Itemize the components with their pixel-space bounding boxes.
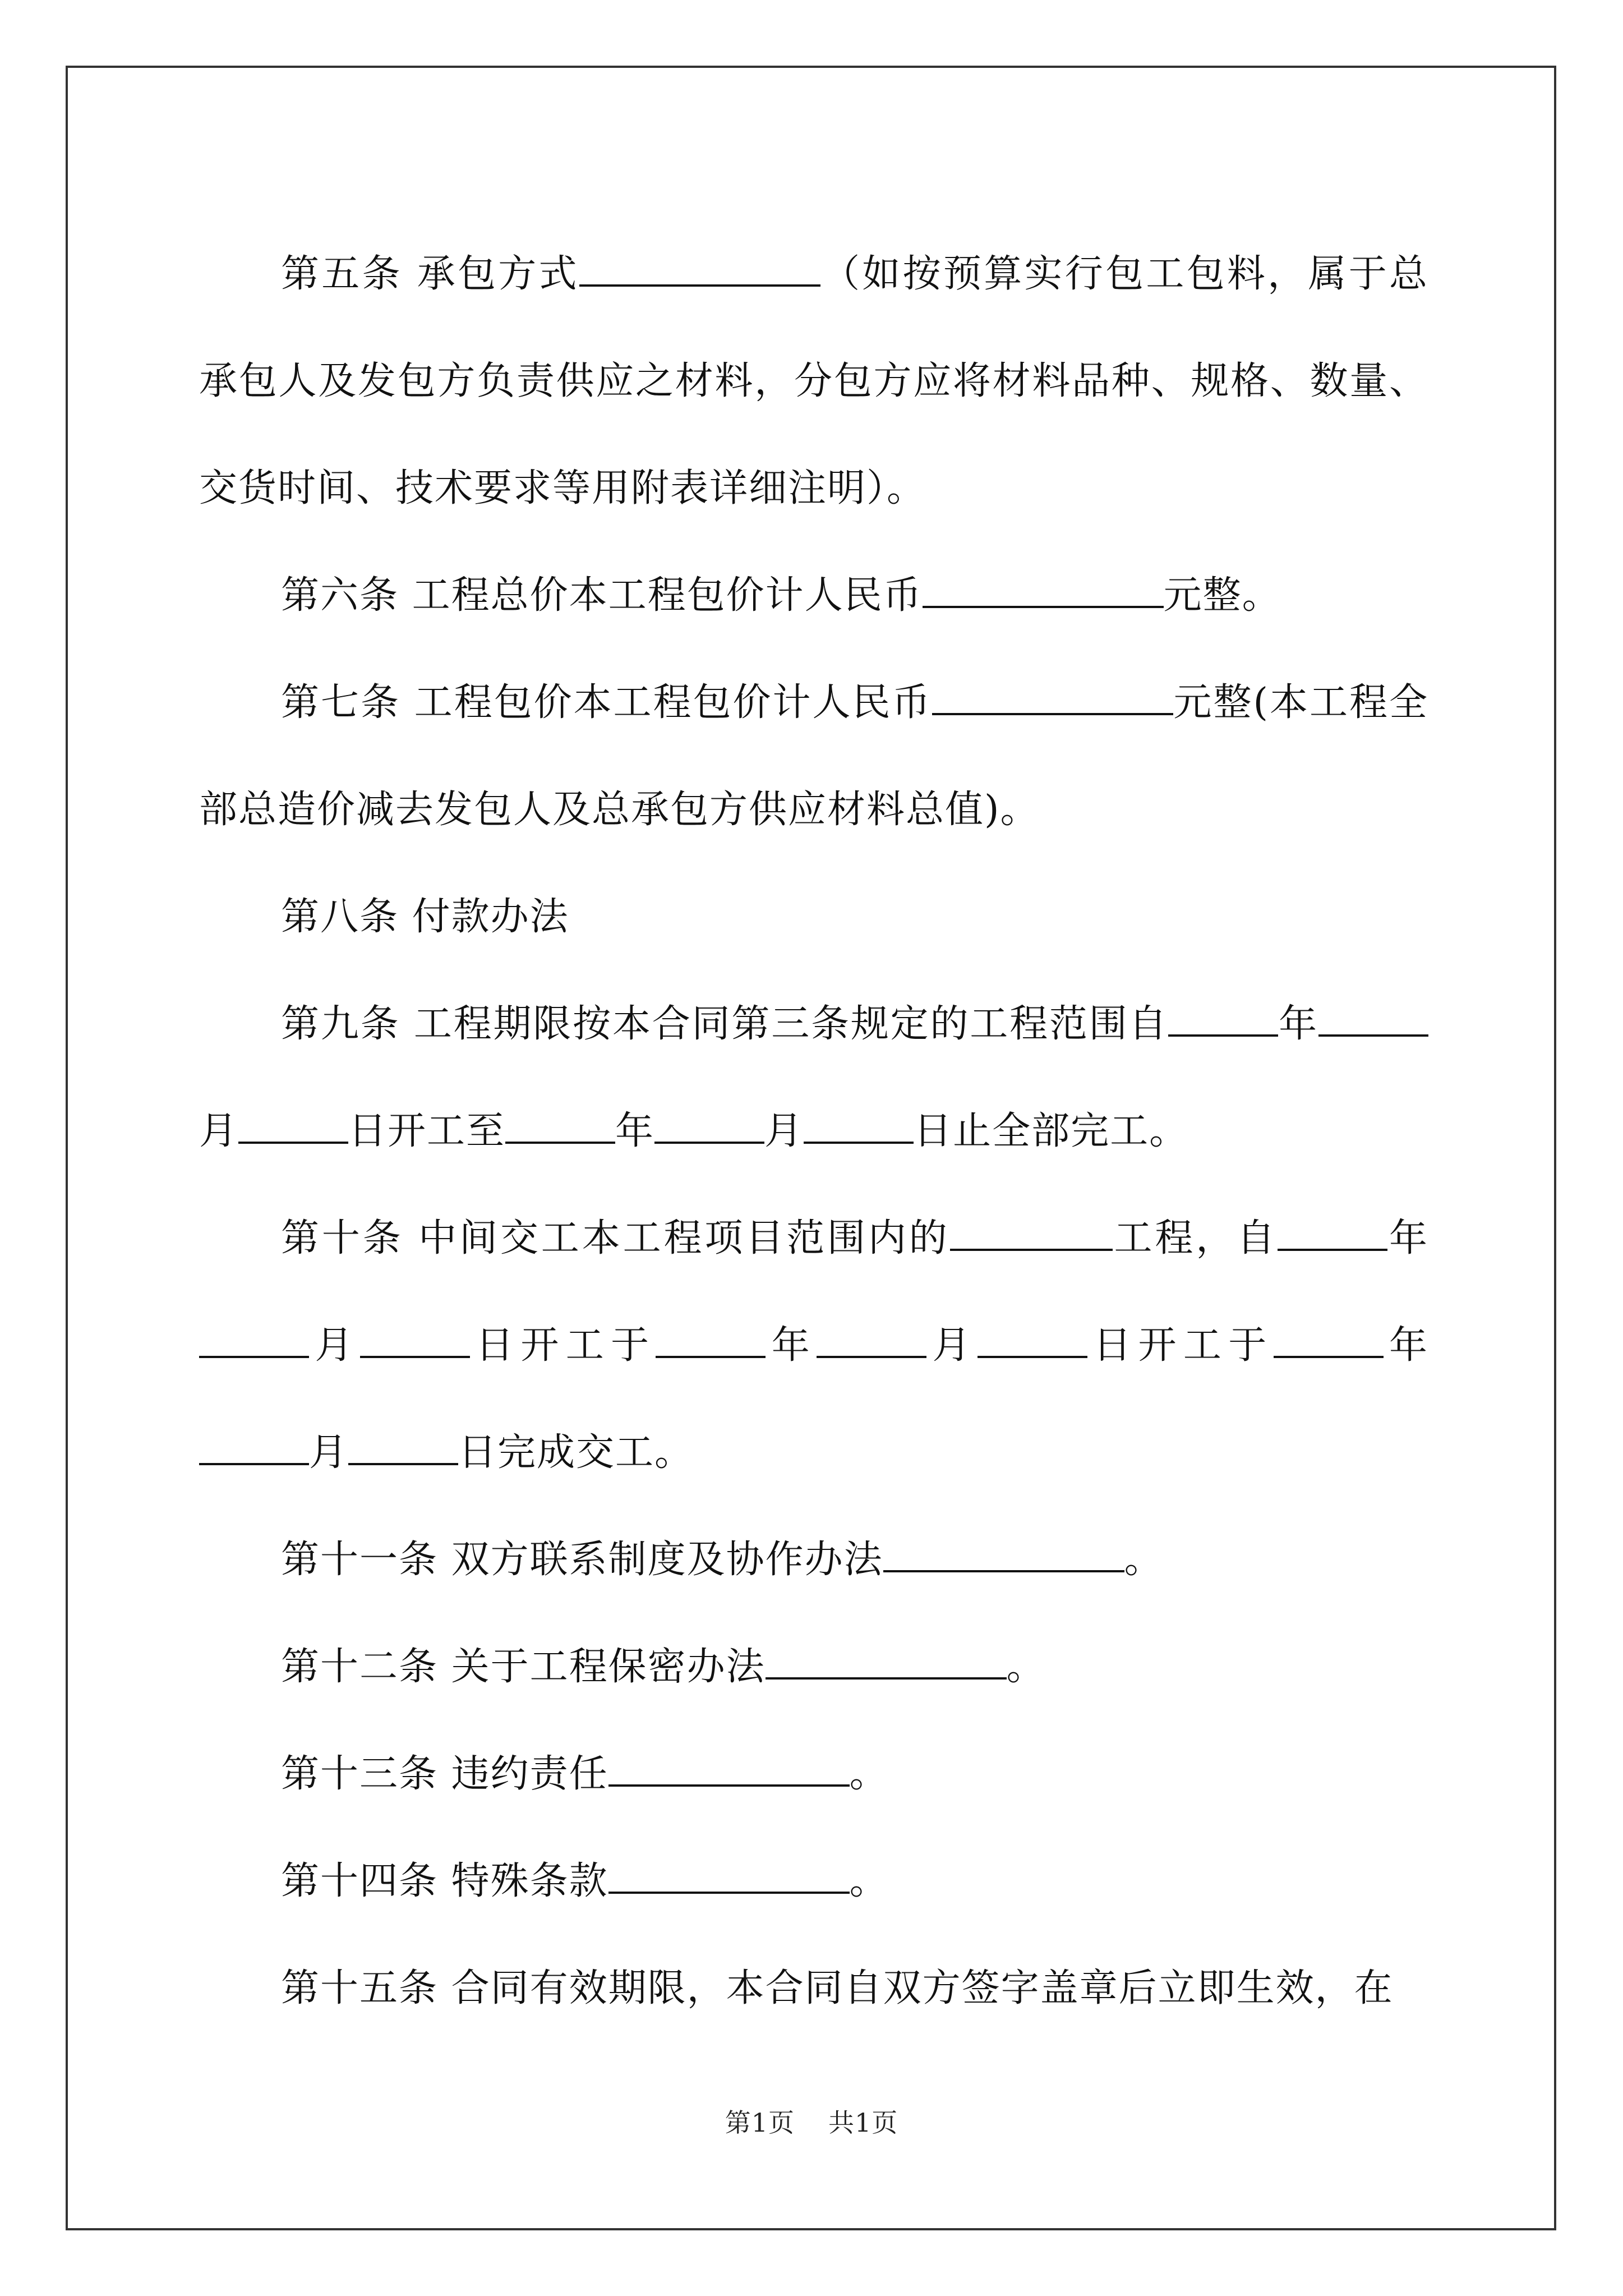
article-12-text: 第十二条 关于工程保密办法 <box>281 1645 766 1689</box>
page-number: 第1页 <box>725 2108 795 2138</box>
blank-field <box>654 1112 764 1144</box>
article-7 <box>199 649 1428 863</box>
blank-field <box>1318 1005 1428 1037</box>
document-body <box>199 220 1428 2042</box>
article-6-suffix: 元整。 <box>1163 573 1281 618</box>
blank-field <box>348 1434 458 1465</box>
article-14 <box>199 1828 1428 1935</box>
article-13-suffix: 。 <box>849 1752 889 1796</box>
article-11-suffix: 。 <box>1124 1538 1164 1582</box>
blank-field <box>238 1112 348 1144</box>
blank-field <box>199 1434 309 1465</box>
article-6 <box>199 542 1428 649</box>
month-label: 月 <box>309 1323 360 1368</box>
article-9-text: 第九条 工程期限按本合同第三条规定的工程范围自 <box>281 1002 1169 1046</box>
blank-field <box>505 1112 615 1144</box>
year-label: 年 <box>615 1109 655 1153</box>
article-14-text: 第十四条 特殊条款 <box>281 1859 608 1903</box>
day-label: 日开工于 <box>1087 1323 1274 1368</box>
article-10 <box>199 1185 1428 1506</box>
article-9-suffix: 日止全部完工。 <box>914 1109 1189 1153</box>
day-label: 日开工于 <box>469 1323 656 1368</box>
article-10-from: 工程，自 <box>1112 1216 1278 1260</box>
blank-field <box>883 1541 1124 1572</box>
year-label: 年 <box>1383 1323 1428 1368</box>
blank-field <box>950 1220 1113 1251</box>
article-13-text: 第十三条 违约责任 <box>281 1752 608 1796</box>
article-12 <box>199 1613 1428 1720</box>
article-13 <box>199 1720 1428 1828</box>
year-label: 年 <box>1278 1002 1318 1046</box>
blank-field <box>656 1327 766 1358</box>
article-15-text: 第十五条 合同有效期限，本合同自双方签字盖章后立即生效，在 <box>281 1966 1394 2010</box>
day-label: 日开工至 <box>348 1109 506 1153</box>
article-14-suffix: 。 <box>849 1859 889 1903</box>
page-total: 共1页 <box>828 2108 898 2138</box>
article-12-suffix: 。 <box>1006 1645 1046 1689</box>
blank-field <box>923 577 1164 608</box>
blank-field <box>932 684 1173 715</box>
article-10-text: 第十条 中间交工本工程项目范围内的 <box>281 1216 950 1260</box>
article-9 <box>199 970 1428 1185</box>
article-5-text: 第五条 承包方式 <box>281 252 579 296</box>
page-footer <box>0 2102 1623 2139</box>
article-8-text: 第八条 付款办法 <box>281 895 569 939</box>
article-6-text: 第六条 工程总价本工程包价计人民币 <box>281 573 923 618</box>
year-label: 年 <box>1387 1216 1428 1260</box>
blank-field <box>1278 1220 1387 1251</box>
month-label: 月 <box>764 1109 804 1153</box>
blank-field <box>804 1112 914 1144</box>
article-11 <box>199 1506 1428 1613</box>
article-5 <box>199 220 1428 542</box>
article-7-text: 第七条 工程包价本工程包价计人民币 <box>281 680 932 725</box>
month-label: 月 <box>926 1323 978 1368</box>
article-8 <box>199 863 1428 970</box>
article-11-text: 第十一条 双方联系制度及协作办法 <box>281 1538 883 1582</box>
month-label: 月 <box>309 1430 349 1475</box>
blank-field <box>579 255 820 287</box>
blank-field <box>766 1648 1007 1680</box>
blank-field <box>608 1755 850 1787</box>
blank-field <box>817 1327 926 1358</box>
blank-field <box>360 1327 470 1358</box>
blank-field <box>1274 1327 1384 1358</box>
article-10-suffix: 日完成交工。 <box>458 1430 694 1475</box>
blank-field <box>199 1327 309 1358</box>
blank-field <box>1168 1005 1278 1037</box>
article-15 <box>199 1935 1428 2042</box>
article-7-suffix: 元整(本工程全部总造价减去发包人及总承包方供应材料总值)。 <box>199 680 1428 832</box>
year-label: 年 <box>766 1323 817 1368</box>
article-5-note: （如按预算实行包工包料，属于总承包人及发包方负责供应之材料，分包方应将材料品种、规格、数量、交货时间、技术要求等用附表详细注明）。 <box>199 252 1428 510</box>
blank-field <box>608 1862 850 1894</box>
month-label: 月 <box>199 1109 239 1153</box>
blank-field <box>978 1327 1087 1358</box>
